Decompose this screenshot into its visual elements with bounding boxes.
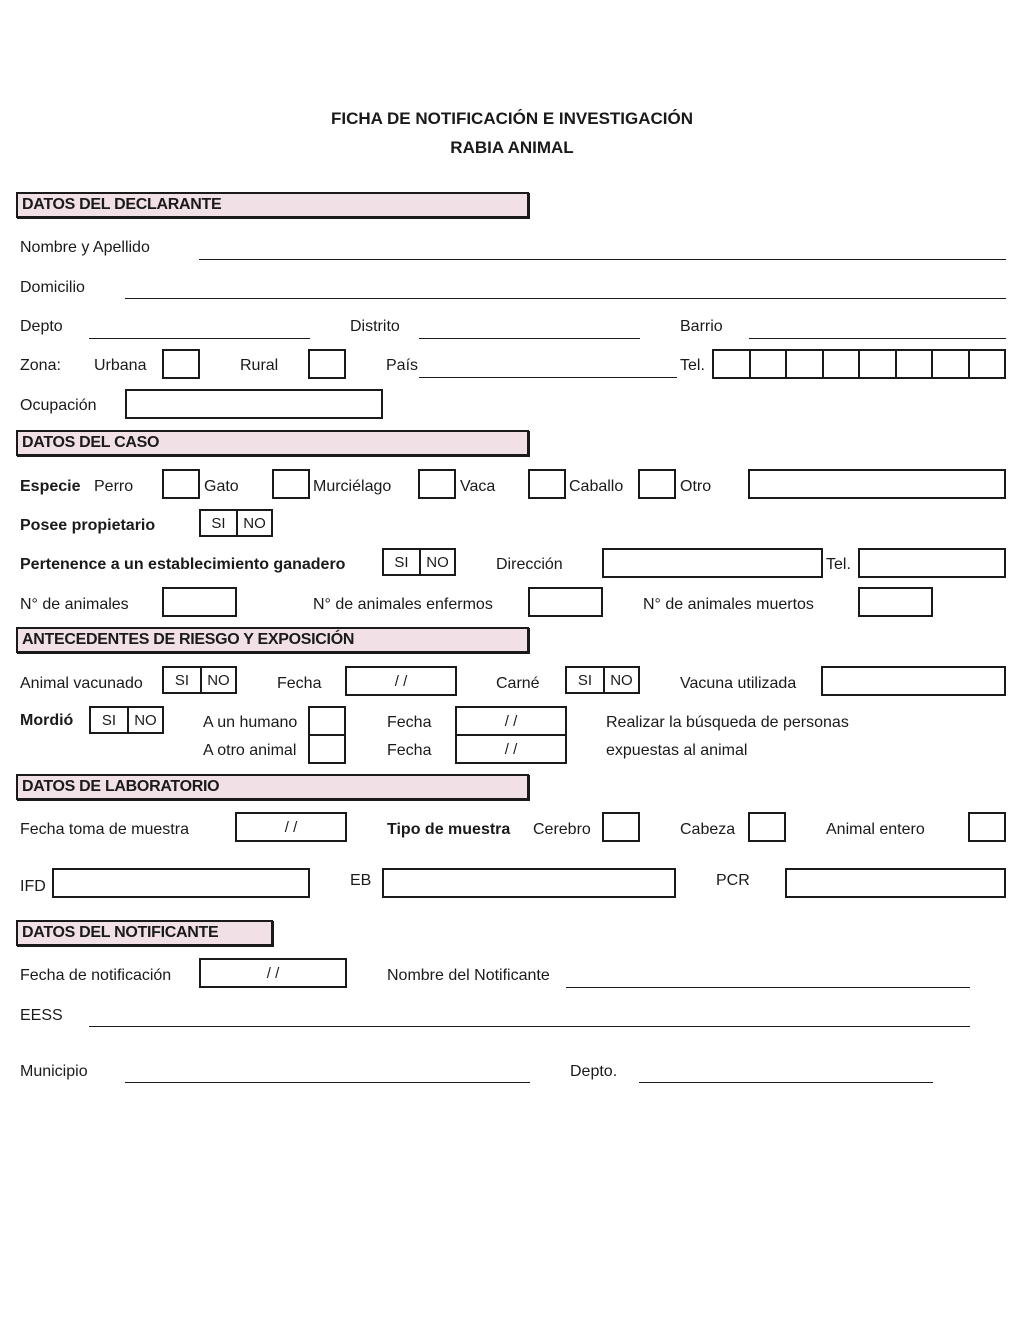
section-caso: DATOS DEL CASO: [16, 430, 529, 456]
otro-animal-checkbox[interactable]: [310, 734, 344, 762]
busqueda-note-line2: expuestas al animal: [606, 742, 748, 759]
pais-label: País: [386, 357, 419, 374]
otro-field[interactable]: [748, 469, 1006, 499]
perro-label: Perro: [94, 478, 134, 495]
humano-fecha-label: Fecha: [387, 714, 432, 731]
distrito-label: Distrito: [350, 318, 400, 335]
pertenece-label: Pertenence a un establecimiento ganadero: [20, 556, 346, 573]
vacunado-yes-no[interactable]: [162, 666, 237, 694]
caballo-label: Caballo: [569, 478, 624, 495]
section-riesgo: ANTECEDENTES DE RIESGO Y EXPOSICIÓN: [16, 627, 529, 653]
fecha-toma-label: Fecha toma de muestra: [20, 821, 189, 838]
fecha-notificacion-field[interactable]: / /: [199, 958, 347, 988]
mordio-yes-no[interactable]: [89, 706, 164, 734]
pertenece-yes-no[interactable]: [382, 548, 456, 576]
vacunado-label: Animal vacunado: [20, 675, 143, 692]
depto-field[interactable]: [89, 338, 310, 339]
barrio-label: Barrio: [680, 318, 723, 335]
murcielago-label: Murciélago: [313, 478, 392, 495]
barrio-field[interactable]: [749, 338, 1006, 339]
ifd-label: IFD: [20, 878, 46, 895]
eess-label: EESS: [20, 1007, 63, 1024]
eess-field[interactable]: [89, 1026, 970, 1027]
urbana-checkbox[interactable]: [162, 349, 200, 379]
n-enfermos-field[interactable]: [528, 587, 603, 617]
direccion-field[interactable]: [602, 548, 823, 578]
pcr-label: PCR: [716, 872, 750, 889]
depto-label: Depto: [20, 318, 63, 335]
n-enfermos-label: N° de animales enfermos: [313, 596, 493, 613]
otro-animal-fecha-label: Fecha: [387, 742, 432, 759]
si-option[interactable]: SI: [394, 553, 409, 571]
notificante-depto-label: Depto.: [570, 1063, 618, 1080]
vaca-checkbox[interactable]: [528, 469, 566, 499]
no-option[interactable]: NO: [200, 668, 235, 692]
distrito-field[interactable]: [419, 338, 640, 339]
rural-checkbox[interactable]: [308, 349, 346, 379]
humano-checkbox[interactable]: [310, 708, 344, 734]
no-option[interactable]: NO: [127, 708, 162, 732]
cerebro-checkbox[interactable]: [602, 812, 640, 842]
si-option[interactable]: SI: [211, 514, 226, 532]
urbana-label: Urbana: [94, 357, 147, 374]
fecha-toma-field[interactable]: / /: [235, 812, 347, 842]
mordio-target-checkboxes[interactable]: [308, 706, 346, 764]
mordio-fecha-fields[interactable]: [455, 706, 567, 764]
ocupacion-field[interactable]: [125, 389, 383, 419]
gato-checkbox[interactable]: [272, 469, 310, 499]
si-option[interactable]: SI: [101, 711, 117, 729]
humano-label: A un humano: [203, 714, 298, 731]
tel-label: Tel.: [680, 357, 705, 374]
perro-checkbox[interactable]: [162, 469, 200, 499]
nombre-notificante-label: Nombre del Notificante: [387, 967, 550, 984]
fecha-notificacion-label: Fecha de notificación: [20, 967, 172, 984]
posee-yes-no[interactable]: [199, 509, 273, 537]
municipio-field[interactable]: [125, 1082, 530, 1083]
domicilio-field[interactable]: [125, 298, 1006, 299]
murcielago-checkbox[interactable]: [418, 469, 456, 499]
mordio-label: Mordió: [20, 712, 74, 729]
nombre-label: Nombre y Apellido: [20, 239, 150, 256]
otro-label: Otro: [680, 478, 712, 495]
cabeza-label: Cabeza: [680, 821, 736, 838]
vacuna-utilizada-label: Vacuna utilizada: [680, 675, 797, 692]
form-subtitle: RABIA ANIMAL: [450, 138, 574, 157]
ocupacion-label: Ocupación: [20, 397, 97, 414]
vacuna-fecha-label: Fecha: [277, 675, 322, 692]
nombre-field[interactable]: [199, 259, 1006, 260]
section-declarante: DATOS DEL DECLARANTE: [16, 192, 529, 218]
especie-label: Especie: [20, 478, 81, 495]
eb-field[interactable]: [382, 868, 676, 898]
si-option[interactable]: SI: [577, 671, 593, 689]
caso-tel-field[interactable]: [858, 548, 1006, 578]
caballo-checkbox[interactable]: [638, 469, 676, 499]
section-notificante: DATOS DEL NOTIFICANTE: [16, 920, 273, 946]
n-animales-label: N° de animales: [20, 596, 129, 613]
municipio-label: Municipio: [20, 1063, 88, 1080]
domicilio-label: Domicilio: [20, 279, 85, 296]
tipo-muestra-label: Tipo de muestra: [387, 821, 511, 838]
direccion-label: Dirección: [496, 556, 563, 573]
nombre-notificante-field[interactable]: [566, 987, 970, 988]
section-laboratorio: DATOS DE LABORATORIO: [16, 774, 529, 800]
no-option[interactable]: NO: [419, 550, 454, 574]
rural-label: Rural: [240, 357, 279, 374]
animal-entero-label: Animal entero: [826, 821, 925, 838]
humano-fecha-field[interactable]: / /: [504, 712, 518, 730]
si-option[interactable]: SI: [174, 671, 190, 689]
posee-label: Posee propietario: [20, 517, 156, 534]
busqueda-note-line1: Realizar la búsqueda de personas: [606, 714, 849, 731]
cabeza-checkbox[interactable]: [748, 812, 786, 842]
pcr-field[interactable]: [785, 868, 1006, 898]
vacuna-utilizada-field[interactable]: [821, 666, 1006, 696]
zona-label: Zona:: [20, 357, 61, 374]
vaca-label: Vaca: [460, 478, 496, 495]
carne-yes-no[interactable]: [565, 666, 640, 694]
n-muertos-field[interactable]: [858, 587, 933, 617]
form-title: FICHA DE NOTIFICACIÓN E INVESTIGACIÓN: [330, 109, 694, 128]
animal-entero-checkbox[interactable]: [968, 812, 1006, 842]
vacuna-fecha-field[interactable]: / /: [345, 666, 457, 696]
carne-label: Carné: [496, 675, 540, 692]
gato-label: Gato: [204, 478, 239, 495]
no-option[interactable]: NO: [236, 511, 271, 535]
ifd-field[interactable]: [52, 868, 310, 898]
eb-label: EB: [350, 872, 372, 889]
caso-tel-label: Tel.: [826, 556, 851, 573]
tel-digit-boxes[interactable]: [712, 349, 1006, 379]
n-animales-field[interactable]: [162, 587, 237, 617]
cerebro-label: Cerebro: [533, 821, 591, 838]
n-muertos-label: N° de animales muertos: [643, 596, 814, 613]
otro-animal-label: A otro animal: [203, 742, 297, 759]
pais-field[interactable]: [419, 377, 677, 378]
otro-animal-fecha-field[interactable]: / /: [457, 734, 565, 762]
no-option[interactable]: NO: [603, 668, 638, 692]
notificante-depto-field[interactable]: [639, 1082, 933, 1083]
